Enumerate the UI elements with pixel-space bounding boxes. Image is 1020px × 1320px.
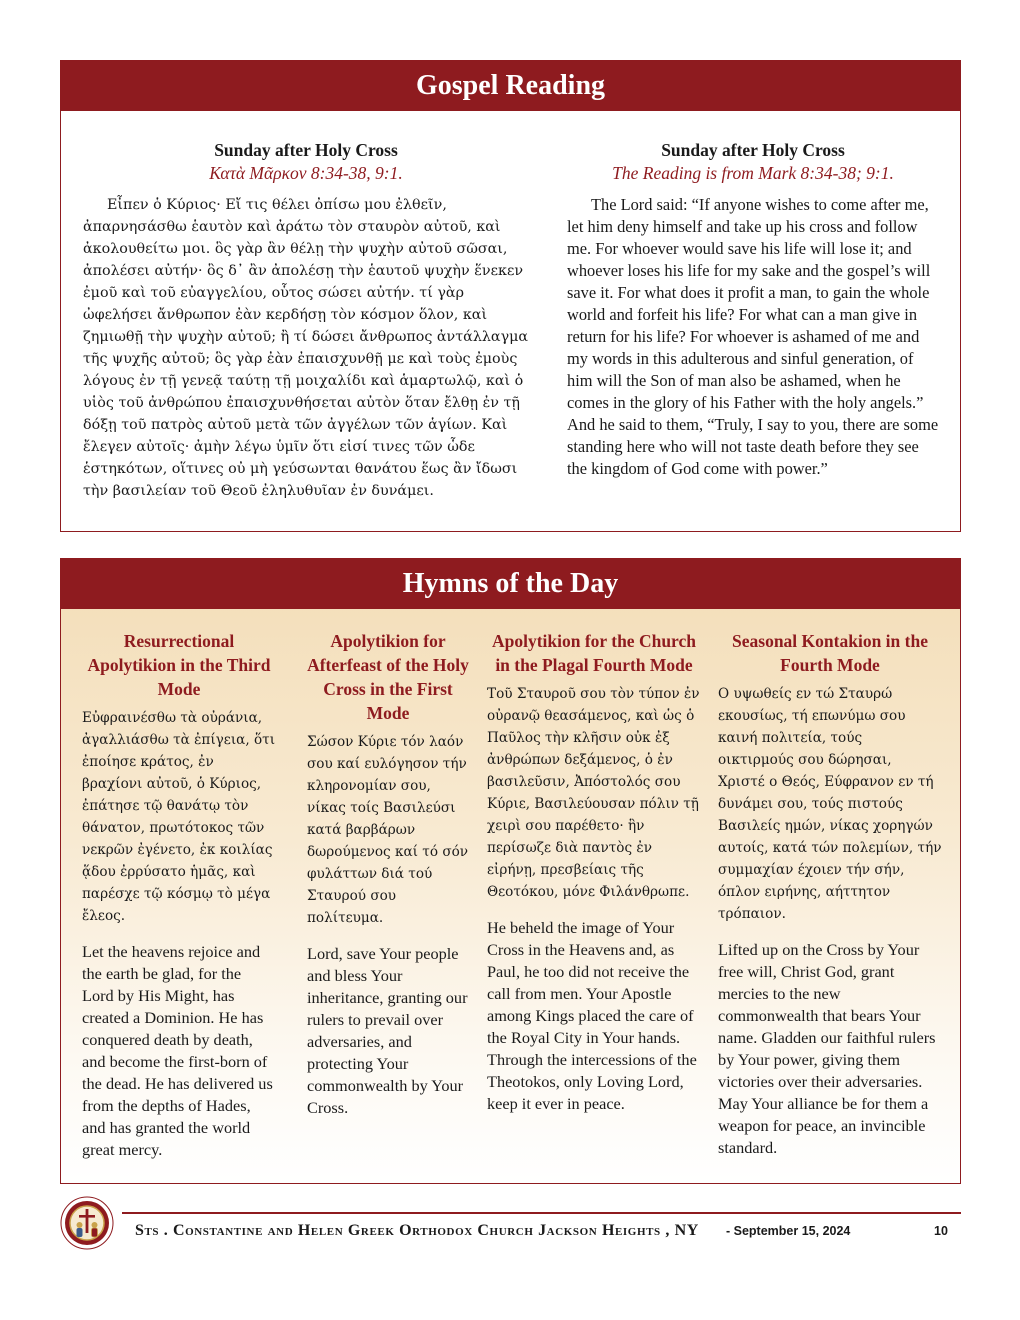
- hymn-greek-text: Εὐφραινέσθω τὰ οὐράνια, ἀγαλλιάσθω τὰ ἐπίγεια, ὅτι ἐποίησε κράτος, ἐν βραχίονι αὐτοῦ, ὁ Κύριος, ἐπάτησε τῷ θανάτῳ τὸν θάνατον, πρωτότοκος τῶν νεκρῶν ἐγένετο, ἐκ κοιλίας ᾅδου ἐρρύσατο ἡμᾶς, καὶ παρέσχε τῷ κόσμῳ τὸ μέγα ἔλεος.: [82, 710, 276, 924]
- hymn-english-text: He beheld the image of Your Cross in the Heavens and, as Paul, he too did not receive the call from men. Your Apostle among Kings placed the care of the Royal City in Your hands. Through the intercessions of the Theotokos, only Loving Lord, keep it ever in peace.: [487, 918, 697, 1113]
- gospel-english-heading: Sunday after Holy Cross: [661, 140, 845, 160]
- hymn-greek-text: Ο υψωθείς εν τώ Σταυρώ εκουσίως, τή επωνύμω σου καινή πολιτεία, τούς οικτιρμούς σου δώρησαι, Χριστέ ο Θεός, Εύφρανον εν τή δυνάμει σου, τούς πιστούς Βασιλείς ημών, νίκας χορηγών αυτοίς, κατά τών πολεμίων, τήν συμμαχίαν έχοιεν τήν σήν, όπλον ειρήνης, αήττητον τρόπαιον.: [718, 686, 942, 922]
- footer-date: - September 15, 2024: [726, 1224, 851, 1238]
- hymns-banner: Hymns of the Day: [61, 559, 960, 609]
- gospel-greek-text: Εἶπεν ὁ Κύριος· Εἴ τις θέλει ὀπίσω μου ἐλθεῖν, ἀπαρνησάσθω ἑαυτὸν καὶ ἀράτω τὸν σταυρὸν αὐτοῦ, καὶ ἀκολουθείτω μοι. ὃς γὰρ ἂν θέλῃ τὴν ψυχὴν αὐτοῦ σῶσαι, ἀπολέσει αὐτήν· ὃς δ᾽ ἂν ἀπολέσῃ τὴν ἑαυτοῦ ψυχὴν ἕνεκεν ἐμοῦ καὶ τοῦ εὐαγγελίου, οὗτος σώσει αὐτήν. τί γὰρ ὠφελήσει ἄνθρωπον ἐὰν κερδήσῃ τὸν κόσμον ὅλον, καὶ ζημιωθῇ τὴν ψυχὴν αὐτοῦ; ἢ τί δώσει ἄνθρωπος ἀντάλλαγμα τῆς ψυχῆς αὐτοῦ; ὃς γὰρ ἐὰν ἐπαισχυνθῇ με καὶ τοὺς ἐμοὺς λόγους ἐν τῇ γενεᾷ ταύτῃ τῇ μοιχαλίδι καὶ ἁμαρτωλῷ, καὶ ὁ υἱὸς τοῦ ἀνθρώπου ἐπαισχυνθήσεται αὐτὸν ὅταν ἔλθῃ ἐν τῇ δόξῃ τοῦ πατρὸς αὐτοῦ μετὰ τῶν ἀγγέλων τῶν ἁγίων. Καὶ ἔλεγεν αὐτοῖς· ἀμὴν λέγω ὑμῖν ὅτι εἰσί τινες τῶν ὧδε ἑστηκότων, οἵτινες οὐ μὴ γεύσωνται θανάτου ἕως ἂν ἴδωσι τὴν βασιλείαν τοῦ Θεοῦ ἐληλυθυῖαν ἐν δυνάμει.: [83, 197, 529, 499]
- hymn-column: [82, 629, 276, 1161]
- hymn-column: [487, 629, 701, 1115]
- hymn-column: [718, 629, 942, 1159]
- hymn-title: Apolytikion for Afterfeast of the Holy Cross in the First Mode: [307, 631, 469, 723]
- hymn-title: Apolytikion for the Church in the Plagal Fourth Mode: [491, 631, 697, 675]
- hymn-column: [307, 629, 469, 1119]
- hymn-english-text: Lord, save Your people and bless Your inheritance, granting our rulers to prevail over adversaries, and protecting Your commonwealth by Your Cross.: [307, 944, 468, 1117]
- gospel-english-text: The Lord said: “If anyone wishes to come after me, let him deny himself and take up his cross and follow me. For whoever would save his life will lose it; and whoever loses his life for my sake and the gospel’s will save it. For what does it profit a man, to gain the whole world and forfeit his life? For what can a man give in return for his life? For whoever is ashamed of me and my words in this adulterous and sinful generation, of him will the Son of man also be ashamed, when he comes in the glory of his Father with the holy angels.” And he said to them, “Truly, I say to you, there are some standing here who will not taste death before they see the kingdom of God come with power.”: [567, 195, 939, 478]
- church-seal-icon: [60, 1196, 114, 1250]
- footer-church-name: Sts . Constantine and Helen Greek Orthodox Church Jackson Heights , NY: [135, 1222, 699, 1239]
- page-number: 10: [934, 1224, 948, 1238]
- gospel-banner: Gospel Reading: [61, 61, 960, 111]
- gospel-english-reference: The Reading is from Mark 8:34-38; 9:1.: [612, 163, 894, 183]
- hymn-greek-text: Σώσον Κύριε τόν λαόν σου καί ευλόγησον τήν κληρονομίαν σου, νίκας τοίς Βασιλεύσι κατά βαρβάρων δωρούμενος καί τό σόν φυλάττων διά τού Σταυρού σου πολίτευμα.: [307, 734, 469, 926]
- footer-divider: [122, 1212, 961, 1214]
- gospel-english-column: [567, 139, 939, 480]
- hymn-title: Resurrectional Apolytikion in the Third Mode: [87, 631, 271, 699]
- hymn-greek-text: Τοῦ Σταυροῦ σου τὸν τύπον ἐν οὐρανῷ θεασάμενος, καὶ ὡς ὁ Παῦλος τὴν κλῆσιν οὐκ ἐξ ἀνθρώπων δεξάμενος, ὁ ἐν βασιλεῦσιν, Ἀπόστολός σου Κύριε, Βασιλεύουσαν πόλιν τῇ χειρὶ σου παρέθετο· ἣν περίσωζε διὰ παντὸς ἐν εἰρήνῃ, πρεσβείαις τῆς Θεοτόκου, μόνε Φιλάνθρωπε.: [487, 686, 700, 900]
- hymn-english-text: Let the heavens rejoice and the earth be glad, for the Lord by His Might, has created a Dominion. He has conquered death by death, and become the first-born of the dead. He has delivered us from the depths of Hades, and has granted the world great mercy.: [82, 942, 273, 1159]
- gospel-greek-reference: Κατὰ Μᾶρκον 8:34-38, 9:1.: [209, 163, 403, 183]
- hymn-title: Seasonal Kontakion in the Fourth Mode: [732, 631, 928, 675]
- gospel-greek-heading: Sunday after Holy Cross: [214, 140, 398, 160]
- hymns-section: [60, 558, 961, 1184]
- hymn-english-text: Lifted up on the Cross by Your free will, Christ God, grant mercies to the new commonwealth that bears Your name. Gladden our faithful rulers by Your power, giving them victories over their adversaries. May Your alliance be for them a weapon for peace, an invincible standard.: [718, 940, 936, 1157]
- gospel-reading-section: [60, 60, 961, 532]
- gospel-greek-column: [83, 139, 529, 502]
